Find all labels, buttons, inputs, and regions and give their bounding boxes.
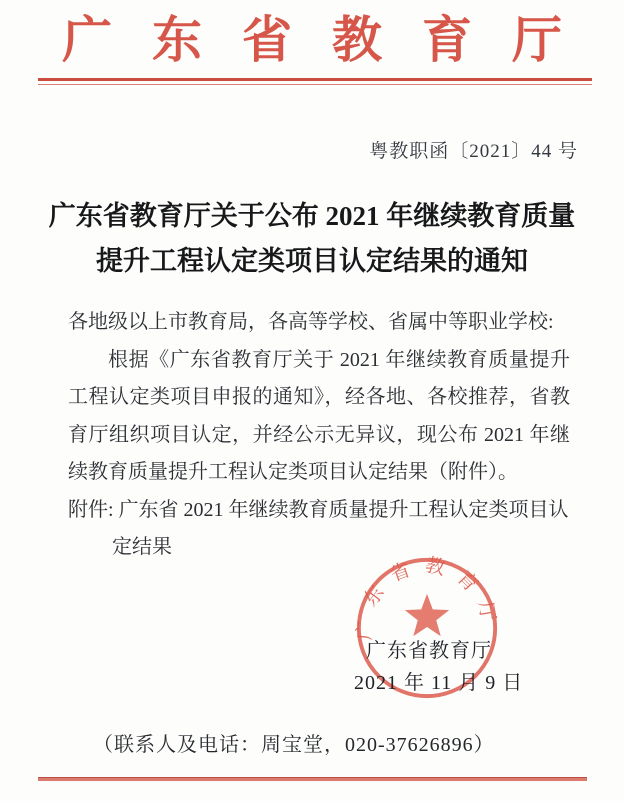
- notice-title-line2: 提升工程认定类项目认定结果的通知: [96, 246, 528, 276]
- letterhead-rule-thin: [38, 84, 592, 85]
- notice-body: [68, 304, 570, 567]
- notice-title: [0, 194, 624, 284]
- salutation: 各地级以上市教育局，各高等学校、省属中等职业学校:: [68, 311, 554, 333]
- star-icon: [405, 594, 449, 636]
- contact-line: （联系人及电话：周宝堂，020-37626896）: [93, 734, 495, 756]
- letterhead-rule-thick: [38, 78, 592, 81]
- document-number: 粤教职函〔2021〕44 号: [369, 141, 578, 162]
- signature-date: 2021 年 11 月 9 日: [354, 672, 524, 694]
- notice-title-line1: 广东省教育厅关于公布 2021 年继续教育质量: [48, 201, 576, 231]
- footer-rule-thick: [38, 778, 587, 781]
- letterhead-agency-name: 广东省教育厅: [62, 12, 602, 68]
- attachment-label: 附件:: [68, 498, 114, 521]
- attachment-text: 广东省 2021 年继续教育质量提升工程认定类项目认定结果: [112, 498, 569, 558]
- body-paragraph: 根据《广东省教育厅关于 2021 年继续教育质量提升工程认定类项目申报的通知》，经各地、各校推荐，省教育厅组织项目认定，并经公示无异议，现公布 2021 年继续教育质量提升工程认定类项目认定结果（附件）。: [68, 348, 570, 483]
- signature-agency: 广东省教育厅: [366, 640, 492, 662]
- attachment-line: [68, 492, 570, 567]
- seal-arc-text: 广东省教育厅: [354, 555, 500, 641]
